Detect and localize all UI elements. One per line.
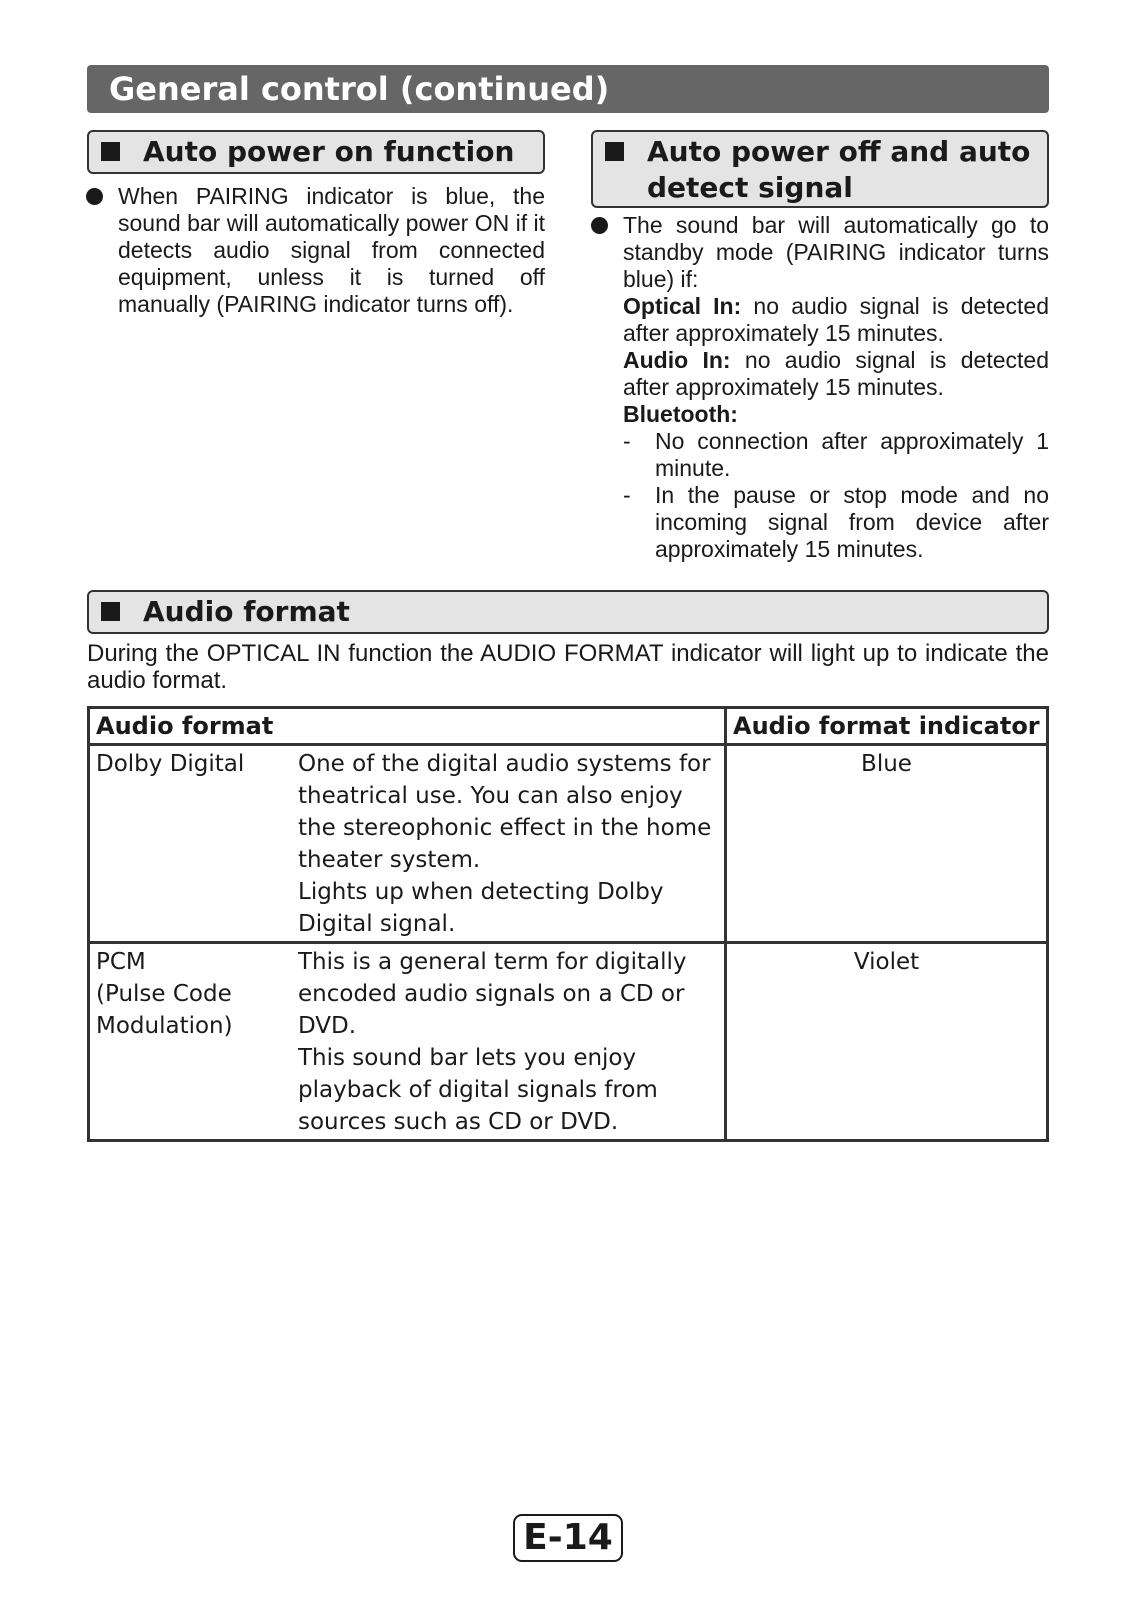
section-heading-auto-power-on xyxy=(87,130,545,174)
square-bullet-icon xyxy=(101,142,120,161)
section-heading-label: Audio format xyxy=(143,595,350,628)
section-heading-label: Auto power on function xyxy=(143,135,515,168)
auto-power-off-block xyxy=(623,212,1049,563)
format-indicator-cell: Violet xyxy=(726,943,1048,1141)
audio-in-term: Audio In: xyxy=(623,347,731,373)
square-bullet-icon xyxy=(605,142,624,161)
section-heading-label: Auto power off and auto detect signal xyxy=(647,135,1031,204)
audio-in-text: no audio signal is detected after approximately 15 minutes. xyxy=(623,347,1049,400)
dash-icon: - xyxy=(623,482,631,508)
format-description-cell: This is a general term for digitally encoded audio signals on a CD or DVD. This sound bar lets you enjoy playback of digital signals from sources such as CD or DVD. xyxy=(292,943,726,1141)
page-header xyxy=(87,65,1049,113)
dash-icon: - xyxy=(623,428,631,454)
list-item: - In the pause or stop mode and no incoming signal from device after approximately 15 minutes. xyxy=(623,482,1049,562)
format-indicator-cell: Blue xyxy=(726,745,1048,943)
audio-format-intro: During the OPTICAL IN function the AUDIO FORMAT indicator will light up to indicate the audio format. xyxy=(87,640,1049,694)
section-heading-audio-format xyxy=(87,590,1049,634)
table-row xyxy=(89,943,1048,1141)
bluetooth-conditions-list xyxy=(623,428,1049,563)
page-title: General control (continued) xyxy=(109,70,610,108)
optical-in-term: Optical In: xyxy=(623,293,742,319)
round-bullet-icon xyxy=(591,217,608,234)
format-name-cell: Dolby Digital xyxy=(89,745,293,943)
list-item: - No connection after approximately 1 minute. xyxy=(623,428,1049,481)
column-header-audio-format: Audio format xyxy=(89,708,726,745)
round-bullet-icon xyxy=(86,188,103,205)
square-bullet-icon xyxy=(101,602,120,621)
format-name-cell: PCM (Pulse Code Modulation) xyxy=(89,943,293,1141)
optical-in-condition xyxy=(623,293,1049,347)
format-description-cell: One of the digital audio systems for theatrical use. You can also enjoy the stereophonic effect in the home theater system. Lights up when detecting Dolby Digital signal. xyxy=(292,745,726,943)
auto-power-on-text: When PAIRING indicator is blue, the sound bar will automatically power ON if it detects audio signal from connected equipment, unless it is turned off manually (PAIRING indicator turns off). xyxy=(118,183,545,317)
audio-format-table xyxy=(87,706,1049,1142)
table-row xyxy=(89,745,1048,943)
section-heading-auto-power-off xyxy=(591,130,1049,208)
auto-power-off-intro: The sound bar will automatically go to standby mode (PAIRING indicator turns blue) if: xyxy=(623,212,1049,292)
optical-in-text: no audio signal is detected after approximately 15 minutes. xyxy=(623,293,1049,346)
auto-power-on-paragraph xyxy=(118,183,545,318)
column-header-indicator: Audio format indicator xyxy=(726,708,1048,745)
page-number: E-14 xyxy=(513,1514,623,1562)
audio-in-condition xyxy=(623,347,1049,401)
table-header-row xyxy=(89,708,1048,745)
bluetooth-term: Bluetooth: xyxy=(623,401,738,427)
